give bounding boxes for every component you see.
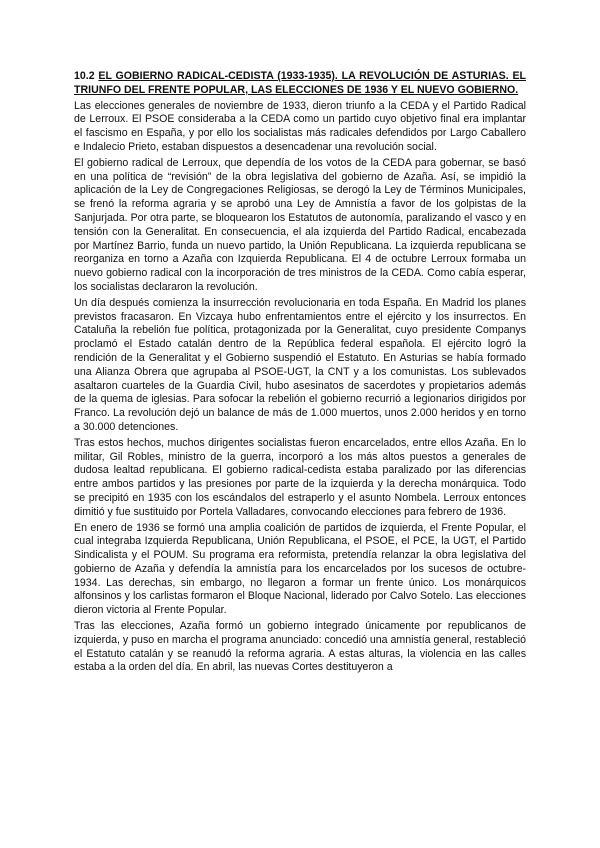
paragraph-aftermath: Tras estos hechos, muchos dirigentes socialistas fueron encarcelados, entre ellos Azaña. En lo militar, Gil Robles, ministro de la guerra, incorporó a los más altos puestos a generales de dudosa lealtad republicana. El gobierno radical-cedista estaba paralizado por las diferencias entre ambos partidos y las presiones por parte de la izquierda y la derecha monárquica. Todo se precipitó en 1935 con los escándalos del estraperlo y el asunto Nombela. Lerroux entonces dimitió y fue sustituido por Portela Valladares, convocando elecciones para febrero de 1936.	[74, 436, 526, 518]
paragraph-frente-popular: En enero de 1936 se formó una amplia coalición de partidos de izquierda, el Frente Popular, el cual integraba Izquierda Republicana, Unión Republicana, el PSOE, el PCE, la UGT, el Partido Sindicalista y el POUM. Su programa era reformista, pretendía relanzar la obra legislativa del gobierno de Azaña y defendía la amnistía para los encarcelados por los sucesos de octubre-1934. Las derechas, sin embargo, no llegaron a formar un frente único. Los monárquicos alfonsinos y los carlistas formaron el Bloque Nacional, liderado por Calvo Sotelo. Las elecciones dieron victoria al Frente Popular.	[74, 521, 526, 617]
section-heading	[74, 70, 526, 98]
paragraph-new-government: Tras las elecciones, Azaña formó un gobierno integrado únicamente por republicanos de izquierda, y puso en marcha el programa anunciado: concedió una amnistía general, restableció el Estatuto catalán y se reanudó la reforma agraria. A estas alturas, la violencia en las calles estaba a la orden del día. En abril, las nuevas Cortes destituyeron a	[74, 620, 526, 674]
paragraph-revolution-1934: Un día después comienza la insurrección revolucionaria en toda España. En Madrid los planes previstos fracasaron. En Vizcaya hubo enfrentamientos entre el ejército y los insurrectos. En Cataluña la rebelión fue política, protagonizada por la Generalitat, cuyo presidente Companys proclamó el Estado catalán dentro de la República federal española. El ejército logró la rendición de la Generalitat y el Gobierno suspendió el Estatuto. En Asturias se había formado una Alianza Obrera que agrupaba al PSOE-UGT, la CNT y a los comunistas. Los sublevados asaltaron cuarteles de la Guardia Civil, hubo asesinatos de sacerdotes y propietarios además de la quema de iglesias. Para sofocar la rebelión el gobierno recurrió a legionarios dirigidos por Franco. La revolución dejó un balance de más de 1.000 muertos, unos 2.000 heridos y en torno a 30.000 detenciones.	[74, 296, 526, 433]
section-number: 10.2	[74, 70, 95, 82]
section-title: EL GOBIERNO RADICAL-CEDISTA (1933-1935). LA REVOLUCIÓN DE ASTURIAS. EL TRIUNFO DEL FRENTE POPULAR, LAS ELECCIONES DE 1936 Y EL NUEVO GOBIERNO.	[74, 70, 526, 96]
paragraph-elections-1933: Las elecciones generales de noviembre de 1933, dieron triunfo a la CEDA y el Partido Radical de Lerroux. El PSOE consideraba a la CEDA como un partido cuyo objetivo final era implantar el fascismo en España, y por ello los socialistas más radicales defendidos por Largo Caballero e Indalecio Prieto, estaban dispuestos a desencadenar una revolución social.	[74, 99, 526, 153]
paragraph-lerroux-government: El gobierno radical de Lerroux, que dependía de los votos de la CEDA para gobernar, se basó en una política de “revisión” de la obra legislativa del gobierno de Azaña. Así, se impidió la aplicación de la Ley de Congregaciones Religiosas, se derogó la Ley de Términos Municipales, se frenó la reforma agraria y se aprobó una Ley de Amnistía a favor de los golpistas de la Sanjurjada. Por otra parte, se bloquearon los Estatutos de autonomía, paralizando el vasco y en tensión con la Generalitat. En consecuencia, el ala izquierda del Partido Radical, encabezada por Martínez Barrio, funda un nuevo partido, la Unión Republicana. La izquierda republicana se reorganiza en torno a Azaña con Izquierda Republicana. El 4 de octubre Lerroux formaba un nuevo gobierno radical con la incorporación de tres ministros de la CEDA. Como cabía esperar, los socialistas declararon la revolución.	[74, 156, 526, 293]
document-page	[74, 70, 526, 677]
